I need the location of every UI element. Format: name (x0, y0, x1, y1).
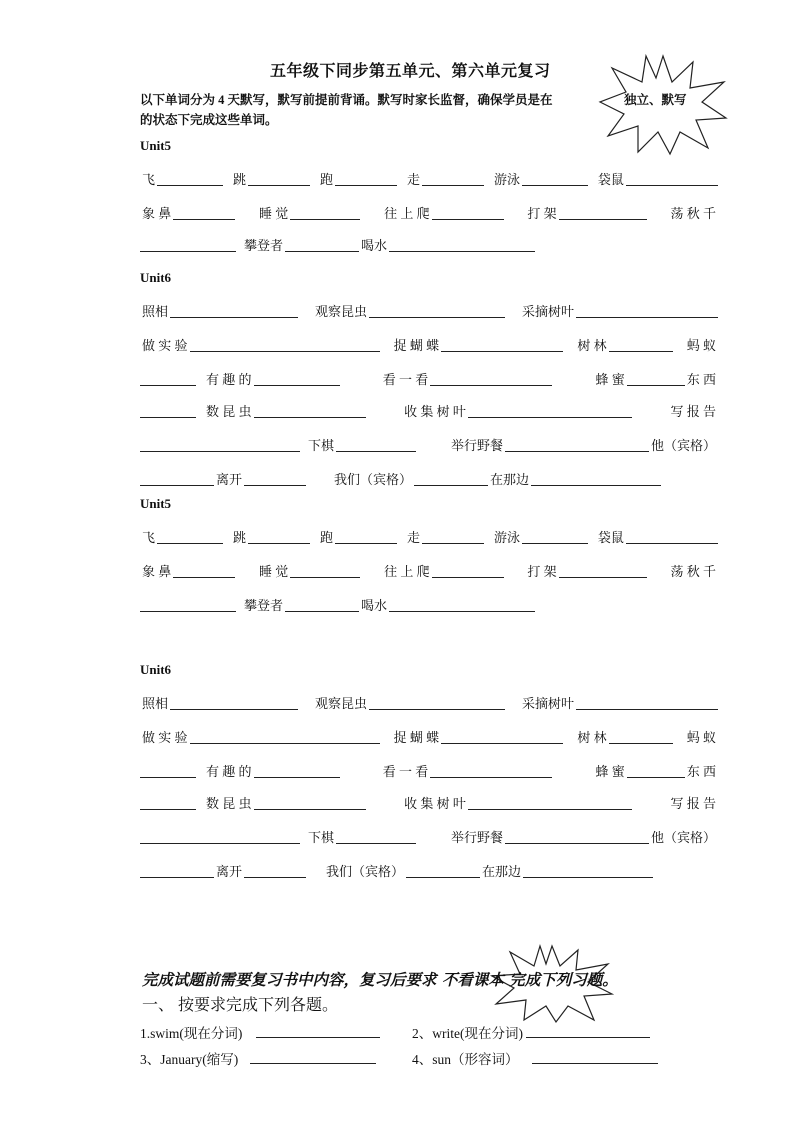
word-label: 跳 (232, 530, 246, 545)
unit5-row-2 (140, 560, 718, 580)
word-label: 喝水 (361, 238, 388, 253)
word-label: 看 一 看 (382, 372, 429, 387)
unit6-row-6 (140, 860, 718, 880)
word-label: 荡 秋 千 (670, 206, 716, 221)
answer-blank[interactable] (140, 237, 236, 252)
unit5-row-2 (140, 202, 718, 222)
word-label: 睡 觉 (259, 564, 289, 579)
question-4 (412, 1048, 658, 1068)
answer-blank[interactable] (430, 763, 552, 778)
word-label: 我们（宾格） (326, 864, 405, 879)
word-label: 有 趣 的 (206, 372, 252, 387)
answer-blank[interactable] (626, 529, 718, 544)
answer-blank[interactable] (170, 695, 298, 710)
unit6-row-3 (140, 368, 718, 388)
word-label: 东 西 (686, 764, 716, 779)
word-label: 袋鼠 (597, 530, 624, 545)
unit6-row-1 (140, 692, 718, 712)
intro-star-text: 独立、默写 (624, 93, 687, 107)
answer-blank[interactable] (531, 471, 661, 486)
word-label: 做 实 验 (142, 730, 188, 745)
word-label: 采摘树叶 (521, 304, 574, 319)
answer-blank[interactable] (285, 597, 359, 612)
unit6-row-5 (140, 826, 718, 846)
unit5-row-1 (140, 168, 718, 188)
word-label: 飞 (142, 172, 156, 187)
answer-blank[interactable] (389, 597, 535, 612)
word-label: 往 上 爬 (384, 206, 430, 221)
answer-blank[interactable] (173, 205, 235, 220)
answer-blank[interactable] (173, 563, 235, 578)
answer-blank[interactable] (414, 471, 488, 486)
word-label: 离开 (216, 864, 243, 879)
word-label: 观察昆虫 (314, 696, 367, 711)
word-label: 捉 蝴 蝶 (393, 338, 440, 353)
word-label: 象 鼻 (142, 206, 172, 221)
word-label: 他（宾格） (650, 830, 716, 845)
word-label: 荡 秋 千 (670, 564, 716, 579)
word-label: 蚂 蚁 (686, 730, 716, 745)
word-label: 蜂 蜜 (595, 764, 625, 779)
answer-blank[interactable] (140, 795, 196, 810)
unit6-row-4 (140, 792, 718, 812)
page-title: 五年级下同步第五单元、第六单元复习 (270, 63, 551, 80)
word-label: 攀登者 (244, 598, 284, 613)
word-label: 往 上 爬 (384, 564, 430, 579)
answer-blank[interactable] (406, 863, 480, 878)
word-label: 照相 (142, 304, 169, 319)
unit6-row-2 (140, 334, 718, 354)
answer-blank[interactable] (576, 695, 718, 710)
question-label: 1.swim(现在分词) (140, 1026, 243, 1041)
word-label: 数 昆 虫 (206, 404, 252, 419)
answer-blank[interactable] (290, 205, 360, 220)
answer-blank[interactable] (336, 829, 416, 844)
intro-line-2: 的状态下完成这些单词。 (140, 113, 278, 127)
question-label: 2、write(现在分词) (412, 1026, 523, 1041)
answer-blank[interactable] (468, 795, 632, 810)
unit6-heading: Unit6 (140, 662, 172, 677)
answer-blank[interactable] (526, 1023, 650, 1038)
unit6-heading: Unit6 (140, 270, 172, 285)
answer-blank[interactable] (432, 205, 504, 220)
word-label: 数 昆 虫 (206, 796, 252, 811)
word-label: 他（宾格） (650, 438, 716, 453)
word-label: 下棋 (308, 438, 335, 453)
answer-blank[interactable] (626, 171, 718, 186)
unit6-row-3 (140, 760, 718, 780)
answer-blank[interactable] (190, 729, 380, 744)
answer-blank[interactable] (559, 563, 647, 578)
answer-blank[interactable] (559, 205, 647, 220)
word-label: 举行野餐 (450, 438, 503, 453)
word-label: 跑 (319, 530, 333, 545)
answer-blank[interactable] (389, 237, 535, 252)
answer-blank[interactable] (522, 171, 588, 186)
question-label: 3、January(缩写) (140, 1052, 239, 1067)
answer-blank[interactable] (140, 863, 214, 878)
answer-blank[interactable] (254, 763, 340, 778)
word-label: 走 (406, 172, 420, 187)
answer-blank[interactable] (432, 563, 504, 578)
word-label: 打 架 (527, 206, 557, 221)
word-label: 跑 (319, 172, 333, 187)
answer-blank[interactable] (627, 763, 685, 778)
word-label: 蚂 蚁 (686, 338, 716, 353)
unit6-row-1 (140, 300, 718, 320)
answer-blank[interactable] (369, 303, 505, 318)
answer-blank[interactable] (157, 529, 223, 544)
answer-blank[interactable] (254, 371, 340, 386)
question-3 (140, 1048, 376, 1068)
answer-blank[interactable] (140, 763, 196, 778)
question-1 (140, 1022, 380, 1042)
word-label: 做 实 验 (142, 338, 188, 353)
answer-blank[interactable] (335, 171, 397, 186)
answer-blank[interactable] (468, 403, 632, 418)
intro-line-1: 以下单词分为 4 天默写，默写前提前背诵。默写时家长监督，确保学员是在 (140, 93, 553, 107)
answer-blank[interactable] (244, 863, 306, 878)
unit5-heading: Unit5 (140, 496, 172, 511)
word-label: 东 西 (686, 372, 716, 387)
answer-blank[interactable] (505, 437, 649, 452)
question-label: 4、sun（形容词） (412, 1052, 519, 1067)
word-label: 举行野餐 (450, 830, 503, 845)
word-label: 在那边 (482, 864, 522, 879)
answer-blank[interactable] (256, 1023, 380, 1038)
answer-blank[interactable] (157, 171, 223, 186)
unit5-heading: Unit5 (140, 138, 172, 153)
word-label: 看 一 看 (382, 764, 429, 779)
word-label: 采摘树叶 (521, 696, 574, 711)
answer-blank[interactable] (627, 371, 685, 386)
answer-blank[interactable] (140, 471, 214, 486)
answer-blank[interactable] (248, 171, 310, 186)
word-label: 攀登者 (244, 238, 284, 253)
answer-blank[interactable] (522, 529, 588, 544)
word-label: 跳 (232, 172, 246, 187)
answer-blank[interactable] (244, 471, 306, 486)
answer-blank[interactable] (505, 829, 649, 844)
unit6-row-4 (140, 400, 718, 420)
unit5-row-3 (140, 234, 718, 254)
word-label: 走 (406, 530, 420, 545)
answer-blank[interactable] (254, 795, 366, 810)
word-label: 在那边 (490, 472, 530, 487)
word-label: 有 趣 的 (206, 764, 252, 779)
answer-blank[interactable] (140, 403, 196, 418)
unit5-row-1 (140, 526, 718, 546)
word-label: 离开 (216, 472, 243, 487)
word-label: 蜂 蜜 (595, 372, 625, 387)
word-label: 游泳 (493, 530, 520, 545)
answer-blank[interactable] (441, 337, 563, 352)
word-label: 收 集 树 叶 (404, 404, 466, 419)
answer-blank[interactable] (248, 529, 310, 544)
word-label: 睡 觉 (259, 206, 289, 221)
answer-blank[interactable] (441, 729, 563, 744)
answer-blank[interactable] (609, 729, 673, 744)
answer-blank[interactable] (254, 403, 366, 418)
word-label: 游泳 (493, 172, 520, 187)
word-label: 飞 (142, 530, 156, 545)
answer-blank[interactable] (140, 371, 196, 386)
answer-blank[interactable] (190, 337, 380, 352)
word-label: 象 鼻 (142, 564, 172, 579)
answer-blank[interactable] (430, 371, 552, 386)
word-label: 观察昆虫 (314, 304, 367, 319)
answer-blank[interactable] (523, 863, 653, 878)
word-label: 写 报 告 (670, 404, 716, 419)
unit6-row-5 (140, 434, 718, 454)
word-label: 写 报 告 (670, 796, 716, 811)
unit5-row-3 (140, 594, 718, 614)
answer-blank[interactable] (285, 237, 359, 252)
unit6-row-2 (140, 726, 718, 746)
answer-blank[interactable] (335, 529, 397, 544)
answer-blank[interactable] (369, 695, 505, 710)
word-label: 喝水 (361, 598, 388, 613)
answer-blank[interactable] (336, 437, 416, 452)
unit6-row-6 (140, 468, 718, 488)
answer-blank[interactable] (576, 303, 718, 318)
question-2 (412, 1022, 650, 1042)
word-label: 打 架 (527, 564, 557, 579)
answer-blank[interactable] (422, 529, 484, 544)
answer-blank[interactable] (250, 1049, 376, 1064)
word-label: 我们（宾格） (334, 472, 413, 487)
answer-blank[interactable] (140, 437, 300, 452)
answer-blank[interactable] (140, 597, 236, 612)
instruction-text: 完成试题前需要复习书中内容，复习后要求 不看课本 完成下列习题。 (142, 970, 618, 989)
word-label: 树 林 (577, 730, 607, 745)
answer-blank[interactable] (609, 337, 673, 352)
answer-blank[interactable] (532, 1049, 658, 1064)
answer-blank[interactable] (422, 171, 484, 186)
word-label: 树 林 (577, 338, 607, 353)
answer-blank[interactable] (170, 303, 298, 318)
word-label: 袋鼠 (597, 172, 624, 187)
word-label: 捉 蝴 蝶 (393, 730, 440, 745)
word-label: 下棋 (308, 830, 335, 845)
answer-blank[interactable] (290, 563, 360, 578)
section-heading: 一、 按要求完成下列各题。 (142, 997, 339, 1014)
word-label: 照相 (142, 696, 169, 711)
answer-blank[interactable] (140, 829, 300, 844)
word-label: 收 集 树 叶 (404, 796, 466, 811)
